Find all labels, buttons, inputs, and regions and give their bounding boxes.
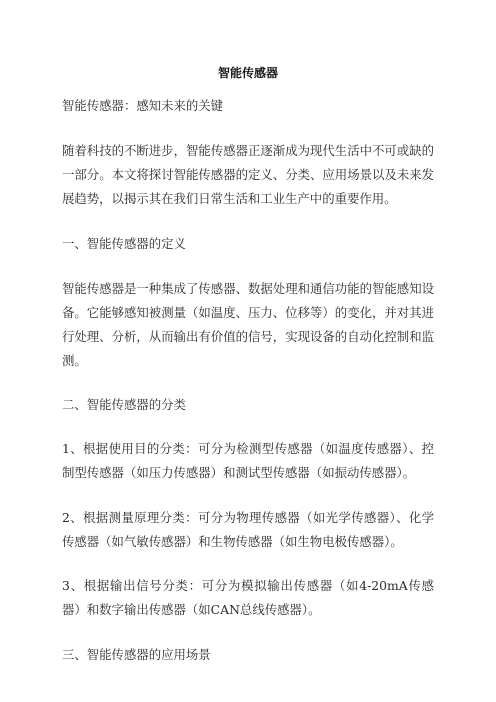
section-2-item-3: 3、根据输出信号分类：可分为模拟输出传感器（如4-20mA传感器）和数字输出传感器（如CAN总线传感器）。 (62, 578, 434, 617)
intro-paragraph: 随着科技的不断进步，智能传感器正逐渐成为现代生活中不可或缺的一部分。本文将探讨智能传感器的定义、分类、应用场景以及未来发展趋势，以揭示其在我们日常生活和工业生产中的重要作用。 (62, 143, 434, 206)
document-subtitle: 智能传感器：感知未来的关键 (62, 98, 224, 113)
section-3-heading: 三、智能传感器的应用场景 (62, 647, 211, 662)
section-1-heading: 一、智能传感器的定义 (62, 236, 186, 251)
document-title: 智能传感器 (217, 66, 278, 80)
section-2-heading: 二、智能传感器的分类 (62, 397, 186, 412)
section-2-item-1: 1、根据使用目的分类：可分为检测型传感器（如温度传感器）、控制型传感器（如压力传感器）和测试型传感器（如振动传感器）。 (62, 441, 434, 480)
section-2-item-2: 2、根据测量原理分类：可分为物理传感器（如光学传感器）、化学传感器（如气敏传感器）和生物传感器（如生物电极传感器）。 (62, 510, 434, 549)
section-1-paragraph: 智能传感器是一种集成了传感器、数据处理和通信功能的智能感知设备。它能够感知被测量（如温度、压力、位移等）的变化，并对其进行处理、分析，从而输出有价值的信号，实现设备的自动化控制和监测。 (62, 281, 434, 368)
